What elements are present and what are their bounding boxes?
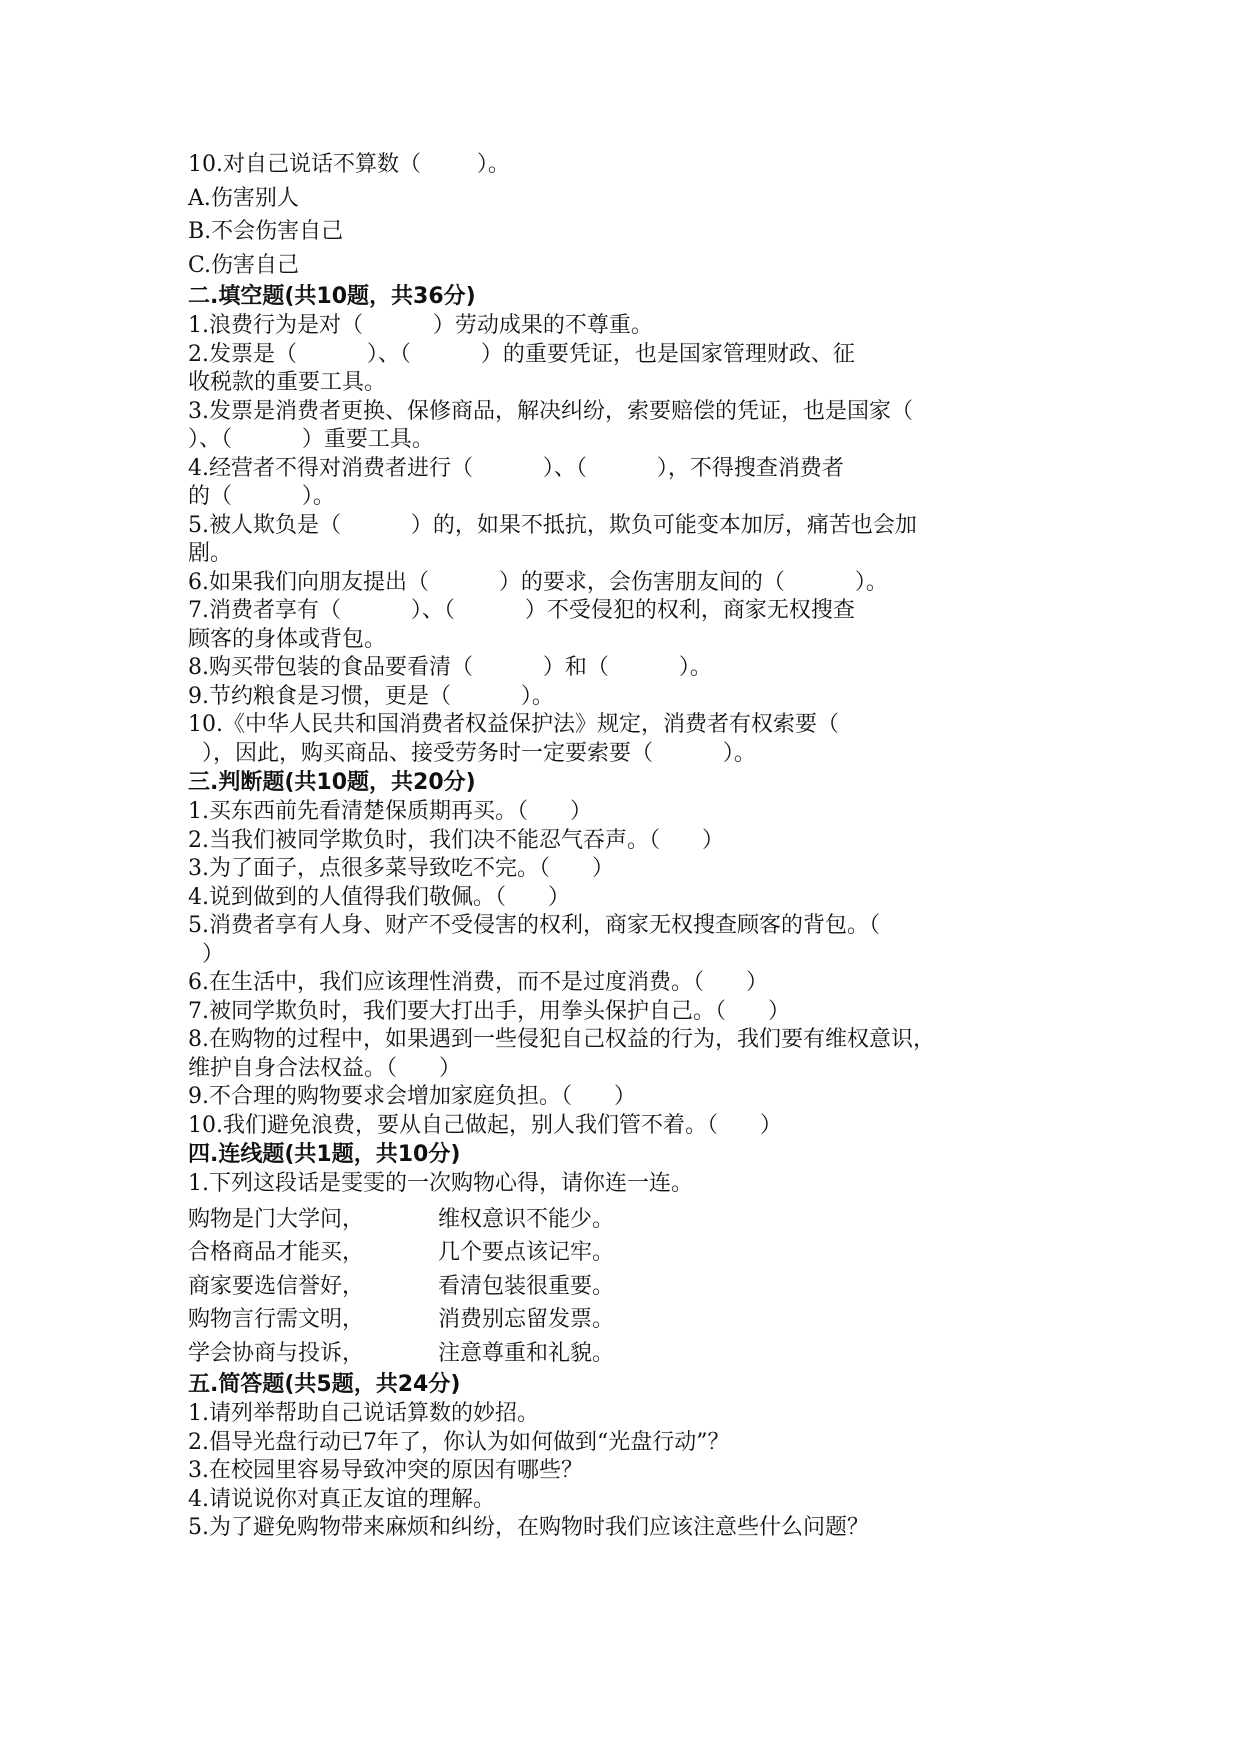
- section-heading-true-false: 三.判断题(共10题，共20分): [188, 770, 476, 795]
- matching-right: 几个要点该记牢。: [438, 1240, 615, 1265]
- matching-left: 学会协商与投诉，: [188, 1340, 365, 1366]
- question-line: 5.为了避免购物带来麻烦和纠纷，在购物时我们应该注意些什么问题？: [188, 1515, 869, 1540]
- section-heading-fill-blank: 二.填空题(共10题，共36分): [188, 284, 476, 309]
- question-line: 5.消费者享有人身、财产不受侵害的权利，商家无权搜查顾客的背包。（: [188, 913, 880, 938]
- question-line: 4.经营者不得对消费者进行（ ）、（ ），不得搜查消费者: [188, 455, 844, 481]
- choice-option-c: C.伤害自己: [188, 252, 300, 278]
- section-heading-short-answer: 五.简答题(共5题，共24分): [188, 1372, 461, 1397]
- matching-right: 注意尊重和礼貌。: [438, 1340, 615, 1366]
- question-line: 的（ ）。: [188, 484, 335, 509]
- matching-row: [188, 1270, 1068, 1304]
- question-line: 1.买东西前先看清楚保质期再买。（ ）: [188, 799, 592, 824]
- question-line: 3.发票是消费者更换、保修商品，解决纠纷，索要赔偿的凭证，也是国家（: [188, 398, 913, 424]
- question-line: 10.《中华人民共和国消费者权益保护法》规定，消费者有权索要（: [188, 712, 839, 737]
- question-line: 9.不合理的购物要求会增加家庭负担。（ ）: [188, 1084, 636, 1109]
- question-line: 2.当我们被同学欺负时，我们决不能忍气吞声。（ ）: [188, 827, 724, 853]
- question-line: 7.被同学欺负时，我们要大打出手，用拳头保护自己。（ ）: [188, 998, 790, 1024]
- question-line: 收税款的重要工具。: [188, 370, 387, 395]
- matching-right: 消费别忘留发票。: [438, 1307, 615, 1332]
- question-line: 维护自身合法权益。（ ）: [188, 1055, 461, 1081]
- matching-row: [188, 1203, 1068, 1237]
- question-line: 10.我们避免浪费，要从自己做起，别人我们管不着。（ ）: [188, 1112, 782, 1138]
- matching-table: [188, 1203, 1068, 1371]
- question-line: 8.购买带包装的食品要看清（ ）和（ ）。: [188, 655, 712, 680]
- question-line: ），因此，购买商品、接受劳务时一定要索要（ ）。: [188, 740, 756, 766]
- true-false-list: [188, 798, 1068, 1140]
- matching-row: [188, 1337, 1068, 1371]
- choice-option-a: A.伤害别人: [188, 185, 299, 211]
- question-line: ）: [188, 941, 224, 967]
- matching-intro: 1.下列这段话是雯雯的一次购物心得，请你连一连。: [188, 1171, 693, 1196]
- question-line: 9.节约粮食是习惯，更是（ ）。: [188, 683, 554, 709]
- question-line: 5.被人欺负是（ ）的，如果不抵抗，欺负可能变本加厉，痛苦也会加: [188, 512, 917, 538]
- question-line: 2.倡导光盘行动已7年了，你认为如何做到“光盘行动”？: [188, 1429, 730, 1455]
- question-line: 6.在生活中，我们应该理性消费，而不是过度消费。（ ）: [188, 970, 768, 995]
- matching-left: 购物言行需文明，: [188, 1307, 365, 1332]
- choice-option-b: B.不会伤害自己: [188, 219, 344, 244]
- fill-blank-list: [188, 312, 1068, 768]
- short-answer-list: [188, 1400, 1068, 1543]
- matching-row: [188, 1236, 1068, 1270]
- question-line: 顾客的身体或背包。: [188, 626, 387, 652]
- question-line: ）、（ ）重要工具。: [188, 427, 434, 452]
- matching-right: 维权意识不能少。: [438, 1206, 615, 1232]
- question-line: 1.浪费行为是对（ ）劳动成果的不尊重。: [188, 313, 653, 338]
- question-line: 8.在购物的过程中，如果遇到一些侵犯自己权益的行为，我们要有维权意识，: [188, 1027, 935, 1052]
- matching-left: 购物是门大学问，: [188, 1206, 365, 1232]
- matching-left: 合格商品才能买，: [188, 1240, 365, 1265]
- question-line: 4.说到做到的人值得我们敬佩。（ ）: [188, 884, 570, 910]
- question-line: 2.发票是（ ）、（ ）的重要凭证，也是国家管理财政、征: [188, 341, 855, 367]
- question-line: 3.在校园里容易导致冲突的原因有哪些？: [188, 1458, 583, 1483]
- choice-question-10: 10.对自己说话不算数（ ）。: [188, 152, 510, 177]
- matching-right: 看清包装很重要。: [438, 1273, 615, 1299]
- question-line: 6.如果我们向朋友提出（ ）的要求，会伤害朋友间的（ ）。: [188, 569, 888, 595]
- question-line: 剧。: [188, 541, 233, 566]
- exam-page: [188, 148, 1068, 1543]
- question-line: 3.为了面子，点很多菜导致吃不完。（ ）: [188, 856, 614, 881]
- matching-row: [188, 1303, 1068, 1337]
- question-line: 1.请列举帮助自己说话算数的妙招。: [188, 1401, 539, 1426]
- matching-left: 商家要选信誉好，: [188, 1273, 365, 1299]
- section-heading-matching: 四.连线题(共1题，共10分): [188, 1142, 461, 1167]
- question-line: 7.消费者享有（ ）、（ ）不受侵犯的权利，商家无权搜查: [188, 598, 855, 623]
- question-line: 4.请说说你对真正友谊的理解。: [188, 1486, 495, 1512]
